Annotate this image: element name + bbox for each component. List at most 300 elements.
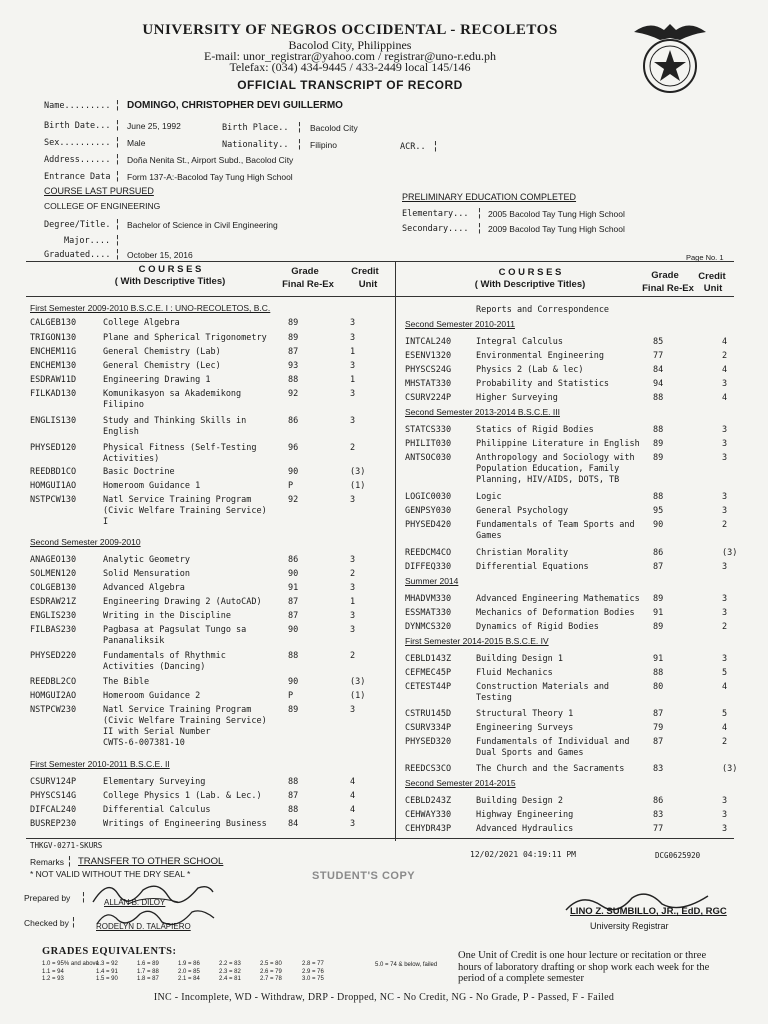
grade-equivalent: 1.7 = 88 — [137, 968, 159, 975]
course-code: GENPSY030 — [405, 506, 452, 516]
semester-heading: First Semester 2009-2010 B.S.C.E. I : UNO-RECOLETOS, B.C. — [30, 303, 271, 313]
course-code: REEDCM4CO — [405, 548, 452, 558]
course-unit: 3 — [722, 492, 728, 502]
course-grade: 89 — [288, 318, 299, 328]
course-code: LOGIC0030 — [405, 492, 452, 502]
final-reex-header-right: Final Re-Ex — [642, 283, 694, 294]
course-grade: 91 — [288, 583, 299, 593]
course-grade: 94 — [653, 379, 664, 389]
course-unit: 2 — [350, 443, 356, 453]
course-grade: 90 — [288, 677, 299, 687]
course-unit: 4 — [350, 805, 356, 815]
course-unit: 2 — [722, 351, 728, 361]
course-title: Fundamentals of Rhythmic Activities (Dancing) — [103, 651, 226, 672]
course-code: SOLMEN120 — [30, 569, 77, 579]
entrance-data: Form 137-A:-Bacolod Tay Tung High School — [127, 172, 293, 182]
course-grade: 91 — [653, 608, 664, 618]
course-title: Plane and Spherical Trigonometry — [103, 333, 267, 343]
course-title: Physics 2 (Lab & lec) — [476, 365, 584, 375]
course-grade: 86 — [653, 796, 664, 806]
document-title: OFFICIAL TRANSCRIPT OF RECORD — [237, 78, 463, 92]
entrance-label: Entrance Data — [44, 172, 111, 182]
course-code: CEBLD143Z — [405, 654, 452, 664]
course-title: Fundamentals of Team Sports and Games — [476, 520, 635, 541]
credit-header-right: Credit — [698, 271, 726, 282]
grade-equivalent: 1.5 = 90 — [96, 976, 118, 982]
credit-header-left: Credit — [351, 266, 379, 277]
course-code: CEFMEC45P — [405, 668, 452, 678]
course-code: PHYSCS14G — [30, 791, 77, 801]
course-title: Advanced Hydraulics — [476, 824, 574, 834]
table-header-rule — [26, 296, 734, 297]
course-unit: 3 — [722, 594, 728, 604]
course-title: Highway Engineering — [476, 810, 574, 820]
university-name: UNIVERSITY OF NEGROS OCCIDENTAL - RECOLETOS — [142, 22, 558, 38]
course-title: General Chemistry (Lab) — [103, 347, 221, 357]
course-title: Solid Mensuration — [103, 569, 190, 579]
secondary: 2009 Bacolod Tay Tung High School — [488, 224, 625, 234]
birth-place-label: Birth Place.. — [222, 123, 289, 133]
course-title: Probability and Statistics — [476, 379, 610, 389]
course-code: ESDRAW21Z — [30, 597, 77, 607]
course-title: Dynamics of Rigid Bodies — [476, 622, 599, 632]
pipe: ¦ — [298, 121, 301, 133]
pipe: ¦ — [72, 916, 75, 928]
birth-date-label: Birth Date... — [44, 121, 111, 131]
course-unit: 4 — [722, 365, 728, 375]
course-title: Fundamentals of Individual and Dual Sports and Games — [476, 737, 630, 758]
course-code: CETEST44P — [405, 682, 452, 692]
course-title: College Algebra — [103, 318, 180, 328]
grade-equivalent: 2.1 = 84 — [178, 976, 200, 982]
pipe: ¦ — [82, 891, 85, 903]
course-title: Physical Fitness (Self-Testing Activities) — [103, 443, 257, 464]
course-code: ESSMAT330 — [405, 608, 452, 618]
semester-heading: First Semester 2010-2011 B.S.C.E. II — [30, 759, 170, 769]
student-name: DOMINGO, CHRISTOPHER DEVI GUILLERMO — [127, 100, 343, 111]
grade-equivalent: 1.1 = 94 — [42, 968, 64, 975]
course-code: DIFFEQ330 — [405, 562, 452, 572]
course-title: Differential Calculus — [103, 805, 211, 815]
unit-header-right: Unit — [703, 283, 723, 294]
course-code: REEDBD1CO — [30, 467, 77, 477]
course-unit: 4 — [722, 682, 728, 692]
course-unit: 4 — [350, 777, 356, 787]
course-title: Komunikasyon sa Akademikong Filipino — [103, 389, 242, 410]
course-code: DYNMCS320 — [405, 622, 452, 632]
page-number: Page No. 1 — [686, 253, 724, 262]
course-code: CSTRU145D — [405, 709, 452, 719]
course-grade: 83 — [653, 810, 664, 820]
grade-header-left: Grade — [291, 266, 319, 277]
course-grade: 87 — [653, 562, 664, 572]
course-title: Engineering Drawing 2 (AutoCAD) — [103, 597, 262, 607]
course-code: NSTPCW230 — [30, 705, 77, 715]
prepared-by-name: ALLAN B. DILOY — [104, 898, 166, 907]
course-title: Pagbasa at Pagsulat Tungo sa Pananaliksik — [103, 625, 247, 646]
grade-equivalent: 2.9 = 76 — [302, 968, 324, 975]
course-code: BUSREP230 — [30, 819, 77, 829]
nationality-label: Nationality.. — [222, 140, 289, 150]
course-unit: 3 — [350, 389, 356, 399]
course-unit: 3 — [722, 654, 728, 664]
course-code: ENGLIS130 — [30, 416, 77, 426]
course-code: PHILIT030 — [405, 439, 452, 449]
prepared-by-label: Prepared by — [24, 893, 71, 903]
course-unit: (3) — [722, 548, 738, 558]
course-unit: 4 — [722, 337, 728, 347]
unit-of-credit-note: One Unit of Credit is one hour lecture or recitation or three hours of laboratory drafting or shop work each week for the period of a complete semester — [458, 950, 710, 984]
course-code: CALGEB130 — [30, 318, 77, 328]
course-title: Mechanics of Deformation Bodies — [476, 608, 635, 618]
course-code: CEHWAY330 — [405, 810, 452, 820]
course-grade: 88 — [653, 393, 664, 403]
course-code: ENCHEM11G — [30, 347, 77, 357]
course-title: Study and Thinking Skills in English — [103, 416, 247, 437]
course-grade: 89 — [288, 333, 299, 343]
course-code: FILBAS230 — [30, 625, 77, 635]
course-code: INTCAL240 — [405, 337, 452, 347]
table-center-divider — [395, 261, 396, 841]
course-unit: 1 — [350, 375, 356, 385]
course-title: Anthropology and Sociology with Population Education, Family Planning, HIV/AIDS, DOTS, TB — [476, 453, 635, 485]
grade-equivalent: 2.8 = 77 — [302, 961, 324, 967]
course-unit: (3) — [350, 677, 366, 687]
course-title: Advanced Algebra — [103, 583, 185, 593]
course-grade: 90 — [288, 625, 299, 635]
remarks-label: Remarks — [30, 857, 65, 867]
course-title: Engineering Drawing 1 — [103, 375, 211, 385]
registrar-name: LINO Z. SUMBILLO, JR., EdD, RGC — [570, 906, 727, 917]
course-title: Basic Doctrine — [103, 467, 175, 477]
course-code: ANTSOC030 — [405, 453, 452, 463]
course-grade: P — [288, 481, 294, 491]
pipe: ¦ — [116, 170, 119, 182]
university-city: Bacolod City, Philippines — [288, 38, 412, 52]
course-grade: 77 — [653, 824, 664, 834]
course-grade: 77 — [653, 351, 664, 361]
course-unit: 3 — [350, 416, 356, 426]
grade-equivalent: 2.6 = 79 — [260, 968, 282, 975]
course-title: Natl Service Training Program (Civic Welfare Training Service) I — [103, 495, 267, 527]
course-title: Building Design 1 — [476, 654, 563, 664]
graduated-label: Graduated.... — [44, 250, 111, 260]
pipe: ¦ — [478, 222, 481, 234]
course-grade: 88 — [288, 375, 299, 385]
course-code: ESENV1320 — [405, 351, 452, 361]
grade-equivalent: 1.0 = 95% and above — [42, 961, 99, 967]
course-unit: 2 — [350, 651, 356, 661]
course-code: CSURV334P — [405, 723, 452, 733]
grade-equivalent: 2.3 = 82 — [219, 968, 241, 975]
course-unit: (3) — [722, 764, 738, 774]
grade-equivalent: 1.3 = 92 — [96, 961, 118, 967]
nationality: Filipino — [310, 140, 337, 150]
course-unit: 4 — [722, 723, 728, 733]
table-bottom-rule — [26, 838, 734, 839]
course-code: HOMGUI2AO — [30, 691, 77, 701]
sex-label: Sex.......... — [44, 138, 111, 148]
course-unit: 3 — [350, 318, 356, 328]
grade-header-right: Grade — [651, 270, 679, 281]
course-unit: 3 — [722, 453, 728, 463]
course-code: CEHYDR43P — [405, 824, 452, 834]
course-grade: 90 — [653, 520, 664, 530]
semester-heading: Second Semester 2014-2015 — [405, 778, 516, 788]
grade-equivalent: 2.7 = 78 — [260, 976, 282, 982]
course-unit: 2 — [722, 622, 728, 632]
university-seal-logo — [630, 14, 710, 100]
checked-by-label: Checked by — [24, 918, 69, 928]
course-code: CEBLD243Z — [405, 796, 452, 806]
course-code: CSURV224P — [405, 393, 452, 403]
course-code: HOMGUI1AO — [30, 481, 77, 491]
course-grade: 89 — [653, 453, 664, 463]
course-title: Analytic Geometry — [103, 555, 190, 565]
pipe: ¦ — [116, 248, 119, 260]
course-unit: (1) — [350, 481, 366, 491]
course-code: REEDBL2CO — [30, 677, 77, 687]
course-code: PHYSCS24G — [405, 365, 452, 375]
pipe: ¦ — [116, 153, 119, 165]
course-grade: 87 — [288, 791, 299, 801]
course-title: Philippine Literature in English — [476, 439, 640, 449]
degree-label: Degree/Title. — [44, 220, 111, 230]
course-unit: 3 — [722, 439, 728, 449]
course-code: CSURV124P — [30, 777, 77, 787]
courses-desc-header-right: ( With Descriptive Titles) — [474, 279, 586, 290]
course-grade: 92 — [288, 389, 299, 399]
failed-equivalent: 5.0 = 74 & below, failed — [375, 962, 438, 968]
degree: Bachelor of Science in Civil Engineering — [127, 220, 278, 230]
course-code: MHSTAT330 — [405, 379, 452, 389]
course-code: NSTPCW130 — [30, 495, 77, 505]
course-grade: 89 — [653, 594, 664, 604]
course-unit: 4 — [350, 791, 356, 801]
course-unit: 3 — [350, 611, 356, 621]
course-unit: (3) — [350, 467, 366, 477]
remarks: TRANSFER TO OTHER SCHOOL — [78, 856, 224, 867]
unit-header-left: Unit — [358, 279, 378, 290]
course-code: FILKAD130 — [30, 389, 77, 399]
course-code: ENCHEM130 — [30, 361, 77, 371]
course-unit: 3 — [722, 810, 728, 820]
course-code: MHADVM330 — [405, 594, 452, 604]
secondary-label: Secondary.... — [402, 224, 469, 234]
course-unit: 2 — [722, 520, 728, 530]
course-grade: 79 — [653, 723, 664, 733]
birth-date: June 25, 1992 — [127, 121, 181, 131]
name-label: Name......... — [44, 101, 111, 111]
semester-heading: Summer 2014 — [405, 576, 459, 586]
courses-header-left: C O U R S E S — [138, 264, 202, 275]
course-code: STATCS330 — [405, 425, 452, 435]
address-label: Address...... — [44, 155, 111, 165]
semester-heading: First Semester 2014-2015 B.S.C.E. IV — [405, 636, 549, 646]
course-unit: 3 — [722, 562, 728, 572]
students-copy-stamp: STUDENT'S COPY — [312, 870, 416, 882]
course-title: The Church and the Sacraments — [476, 764, 625, 774]
course-title: Advanced Engineering Mathematics — [476, 594, 640, 604]
course-code: DIFCAL240 — [30, 805, 77, 815]
table-top-rule — [26, 261, 734, 262]
course-grade: 93 — [288, 361, 299, 371]
course-grade: 92 — [288, 495, 299, 505]
course-unit: (1) — [350, 691, 366, 701]
grade-equivalent: 3.0 = 75 — [302, 976, 324, 982]
course-title: Writing in the Discipline — [103, 611, 231, 621]
course-code: PHYSED220 — [30, 651, 77, 661]
courses-header-right: C O U R S E S — [498, 267, 562, 278]
course-code: ANAGEO130 — [30, 555, 77, 565]
graduated-date: October 15, 2016 — [127, 250, 193, 260]
course-unit: 3 — [722, 506, 728, 516]
sex: Male — [127, 138, 146, 148]
course-grade: 84 — [288, 819, 299, 829]
course-title: Natl Service Training Program (Civic Welfare Training Service) II with Serial Number CWTS-6-007381-10 — [103, 705, 267, 748]
elementary-label: Elementary... — [402, 209, 469, 219]
pipe: ¦ — [116, 119, 119, 131]
course-unit: 3 — [350, 583, 356, 593]
course-unit: 5 — [722, 668, 728, 678]
course-title: Christian Morality — [476, 548, 569, 558]
course-title: Construction Materials and Testing — [476, 682, 610, 703]
course-title: Structural Theory 1 — [476, 709, 574, 719]
pipe: ¦ — [298, 138, 301, 150]
course-grade: 87 — [288, 347, 299, 357]
grade-equivalent: 2.5 = 80 — [260, 961, 282, 967]
pipe: ¦ — [116, 234, 119, 246]
semester-heading: Second Semester 2013-2014 B.S.C.E. III — [405, 407, 560, 417]
semester-heading: Second Semester 2010-2011 — [405, 319, 515, 329]
course-unit: 3 — [350, 705, 356, 715]
course-code: PHYSED120 — [30, 443, 77, 453]
course-grade: 88 — [653, 425, 664, 435]
course-title: Homeroom Guidance 1 — [103, 481, 201, 491]
grade-equivalent: 2.4 = 81 — [219, 976, 241, 982]
elementary: 2005 Bacolod Tay Tung High School — [488, 209, 625, 219]
pipe: ¦ — [434, 140, 437, 152]
course-title: Engineering Surveys — [476, 723, 574, 733]
college: COLLEGE OF ENGINEERING — [44, 201, 161, 211]
course-title: Differential Equations — [476, 562, 589, 572]
course-grade: 84 — [653, 365, 664, 375]
course-code: TRIGON130 — [30, 333, 77, 343]
course-grade: 87 — [653, 737, 664, 747]
course-unit: 3 — [722, 425, 728, 435]
course-title: College Physics 1 (Lab. & Lec.) — [103, 791, 262, 801]
semester-heading: Second Semester 2009-2010 — [30, 537, 141, 547]
course-title: Elementary Surveying — [103, 777, 206, 787]
course-unit: 3 — [350, 555, 356, 565]
course-grade: 88 — [288, 777, 299, 787]
course-unit: 3 — [350, 495, 356, 505]
course-grade: 87 — [288, 611, 299, 621]
course-unit: 5 — [722, 709, 728, 719]
registrar-title: University Registrar — [590, 921, 669, 931]
grade-equivalent: 2.0 = 85 — [178, 968, 200, 975]
grades-equivalents-title: GRADES EQUIVALENTS: — [42, 946, 177, 957]
course-title: General Psychology — [476, 506, 569, 516]
course-grade: 88 — [288, 651, 299, 661]
birth-place: Bacolod City — [310, 123, 358, 133]
course-title: Logic — [476, 492, 502, 502]
course-grade: 89 — [288, 705, 299, 715]
course-unit: 2 — [722, 737, 728, 747]
control-number: THKGV-0271-SKURS — [30, 841, 103, 850]
course-unit: 1 — [350, 347, 356, 357]
course-unit: 2 — [350, 569, 356, 579]
course-grade: 86 — [288, 416, 299, 426]
course-title: Fluid Mechanics — [476, 668, 553, 678]
course-title: Higher Surveying — [476, 393, 558, 403]
grade-equivalent: 1.4 = 91 — [96, 968, 118, 975]
course-grade: 83 — [653, 764, 664, 774]
course-unit: 3 — [350, 625, 356, 635]
course-grade: 86 — [288, 555, 299, 565]
print-datetime: 12/02/2021 04:19:11 PM — [470, 850, 576, 859]
course-code: PHYSED420 — [405, 520, 452, 530]
course-last-pursued-label: COURSE LAST PURSUED — [44, 186, 154, 196]
course-code: REEDCS3CO — [405, 764, 452, 774]
course-grade: 90 — [288, 467, 299, 477]
course-grade: 89 — [653, 622, 664, 632]
address: Doña Nenita St., Airport Subd., Bacolod City — [127, 155, 294, 165]
course-grade: 90 — [288, 569, 299, 579]
course-grade: 88 — [653, 492, 664, 502]
major-label: Major.... — [64, 236, 111, 246]
grade-legend: INC - Incomplete, WD - Withdraw, DRP - Dropped, NC - No Credit, NG - No Grade, P - Passed, F - Failed — [153, 992, 615, 1003]
course-title: Integral Calculus — [476, 337, 563, 347]
course-code: PHYSED320 — [405, 737, 452, 747]
course-grade: 86 — [653, 548, 664, 558]
course-title: Building Design 2 — [476, 796, 563, 806]
course-grade: 85 — [653, 337, 664, 347]
grade-equivalent: 1.6 = 89 — [137, 961, 159, 967]
course-unit: 3 — [350, 333, 356, 343]
final-reex-header-left: Final Re-Ex — [282, 279, 334, 290]
course-grade: 95 — [653, 506, 664, 516]
course-unit: 3 — [350, 361, 356, 371]
pipe: ¦ — [116, 218, 119, 230]
course-code: COLGEB130 — [30, 583, 77, 593]
grade-equivalent: 1.2 = 93 — [42, 976, 64, 982]
course-unit: 3 — [722, 824, 728, 834]
course-grade: 91 — [653, 654, 664, 664]
document-code: DCG0625920 — [655, 851, 701, 860]
course-unit: 3 — [722, 379, 728, 389]
grade-equivalent: 1.8 = 87 — [137, 976, 159, 982]
course-code: ESDRAW11D — [30, 375, 77, 385]
course-code: ENGLIS230 — [30, 611, 77, 621]
course-title: Statics of Rigid Bodies — [476, 425, 594, 435]
courses-desc-header-left: ( With Descriptive Titles) — [114, 276, 226, 287]
grade-equivalent: 2.2 = 83 — [219, 961, 241, 967]
course-unit: 3 — [722, 608, 728, 618]
pipe: ¦ — [478, 207, 481, 219]
course-grade: 87 — [653, 709, 664, 719]
course-grade: 87 — [288, 597, 299, 607]
course-grade: 89 — [653, 439, 664, 449]
pipe: ¦ — [116, 136, 119, 148]
course-unit: 1 — [350, 597, 356, 607]
course-title: Writings of Engineering Business — [103, 819, 267, 829]
university-email: E-mail: unor_registrar@yahoo.com / registrar@uno-r.edu.ph — [203, 49, 497, 63]
course-grade: 80 — [653, 682, 664, 692]
checked-by-name: RODELYN D. TALAPIERO — [96, 922, 191, 931]
not-valid-note: * NOT VALID WITHOUT THE DRY SEAL * — [30, 869, 191, 879]
course-grade: 96 — [288, 443, 299, 453]
